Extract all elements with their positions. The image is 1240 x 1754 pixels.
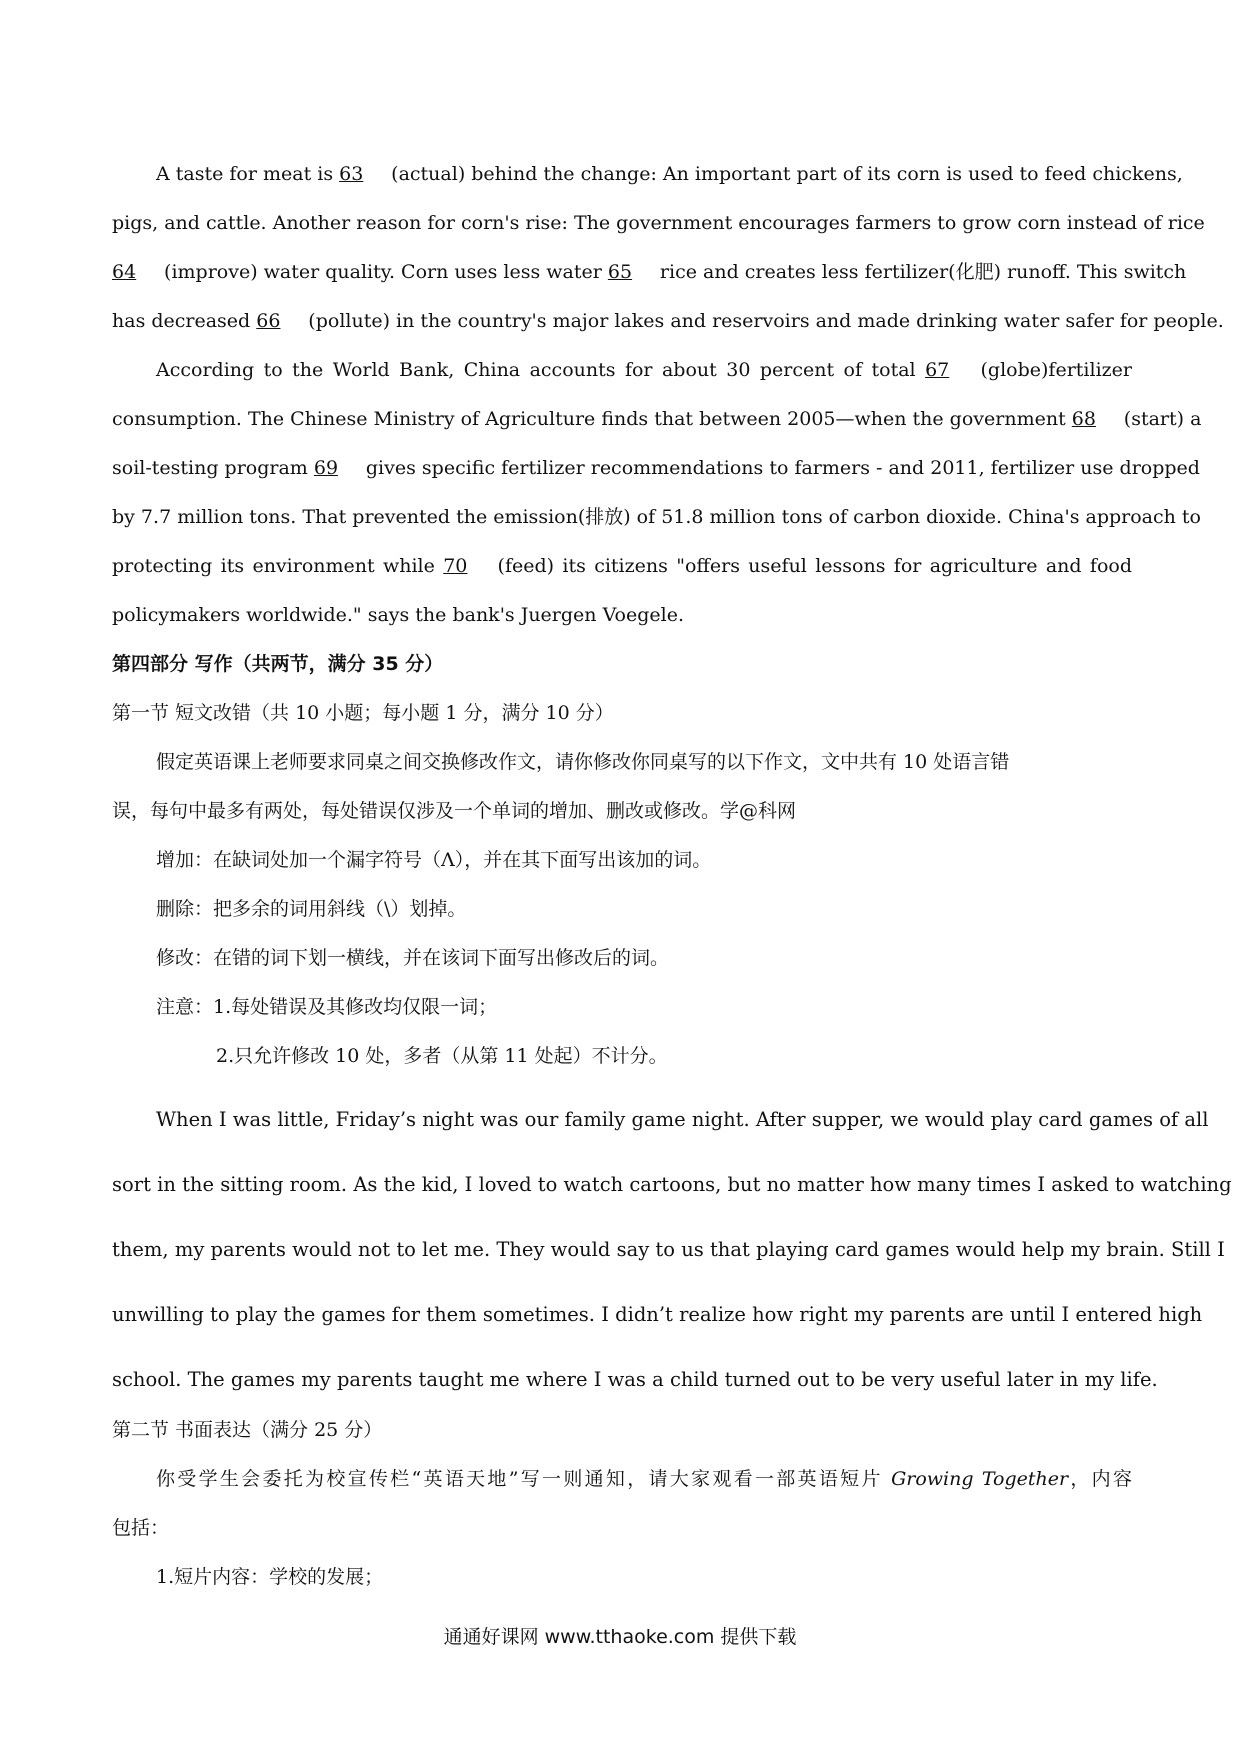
passage-paragraph-2 (112, 346, 1202, 640)
film-title: Growing Together (891, 1468, 1069, 1490)
part-heading: 第四部分 写作（共两节，满分 35 分） (112, 653, 444, 675)
blank-67: 67 (925, 359, 950, 381)
rule-modify: 修改：在错的词下划一横线，并在该词下面写出修改后的词。 (156, 947, 670, 969)
writing-task-item: 1.短片内容：学校的发展； (156, 1566, 384, 1588)
passage-line: 64 (improve) water quality. Corn uses less water 65 rice and creates less fertilizer(化肥) runoff. This switch (112, 248, 1132, 297)
passage-line: pigs, and cattle. Another reason for corn's rise: The government encourages farmers to grow corn instead of rice (112, 212, 1205, 234)
essay-line: unwilling to play the games for them sometimes. I didn’t realize how right my parents are until I entered high (112, 1303, 1203, 1326)
passage-line: protecting its environment while 70 (feed) its citizens "offers useful lessons for agriculture and food (112, 542, 1132, 591)
passage-line: by 7.7 million tons. That prevented the emission(排放) of 51.8 million tons of carbon dioxide. China's approach to (112, 506, 1201, 528)
writing-task-line: 包括： (112, 1517, 170, 1539)
instruction-line: 假定英语课上老师要求同桌之间交换修改作文，请你修改你同桌写的以下作文，文中共有 10 处语言错 (156, 751, 1010, 773)
passage-line: consumption. The Chinese Ministry of Agriculture finds that between 2005—when the government 68 (start) a (112, 395, 1132, 444)
blank-63: 63 (339, 163, 364, 185)
passage-line: A taste for meat is 63 (actual) behind the change: An important part of its corn is used to feed chickens, (112, 150, 1132, 199)
note-1: 注意：1.每处错误及其修改均仅限一词； (156, 996, 498, 1018)
passage-line: soil-testing program 69 gives specific fertilizer recommendations to farmers - and 2011, fertilizer use dropped (112, 444, 1132, 493)
blank-68: 68 (1071, 408, 1096, 430)
blank-69: 69 (313, 457, 339, 479)
note-2: 2.只允许修改 10 处，多者（从第 11 处起）不计分。 (216, 1045, 668, 1067)
section-title: 第一节 短文改错（共 10 小题；每小题 1 分，满分 10 分） (112, 702, 614, 724)
section-title: 第二节 书面表达（满分 25 分） (112, 1419, 383, 1441)
essay-line: school. The games my parents taught me where I was a child turned out to be very useful later in my life. (112, 1368, 1158, 1391)
writing-task-line: 你受学生会委托为校宣传栏“英语天地”写一则通知，请大家观看一部英语短片 Growing Together，内容 (156, 1468, 1132, 1490)
passage-line: has decreased 66 (pollute) in the country's major lakes and reservoirs and made drinking water safer for people. (112, 297, 1132, 346)
blank-70: 70 (443, 555, 468, 577)
passage-line: According to the World Bank, China accounts for about 30 percent of total 67 (globe)fertilizer (112, 346, 1132, 395)
rule-add: 增加：在缺词处加一个漏字符号（Λ），并在其下面写出该加的词。 (156, 849, 712, 871)
rule-delete: 删除：把多余的词用斜线（\）划掉。 (156, 898, 467, 920)
passage-paragraph-1 (112, 150, 1224, 346)
essay-line: sort in the sitting room. As the kid, I loved to watch cartoons, but no matter how many times I asked to watching (112, 1173, 1232, 1196)
blank-64: 64 (112, 261, 137, 283)
page-footer: 通通好课网 www.tthaoke.com 提供下载 (443, 1626, 797, 1648)
essay-line: When I was little, Friday’s night was our family game night. After supper, we would play card games of all (156, 1108, 1209, 1131)
error-correction-essay (112, 1087, 1232, 1412)
exam-page (112, 150, 1232, 1602)
instruction-line: 误，每句中最多有两处，每处错误仅涉及一个单词的增加、删改或修改。学@科网 (112, 800, 797, 822)
essay-line: them, my parents would not to let me. They would say to us that playing card games would help my brain. Still I (112, 1238, 1225, 1261)
passage-line: policymakers worldwide." says the bank's Juergen Voegele. (112, 604, 684, 626)
blank-65: 65 (607, 261, 633, 283)
blank-66: 66 (256, 310, 281, 332)
